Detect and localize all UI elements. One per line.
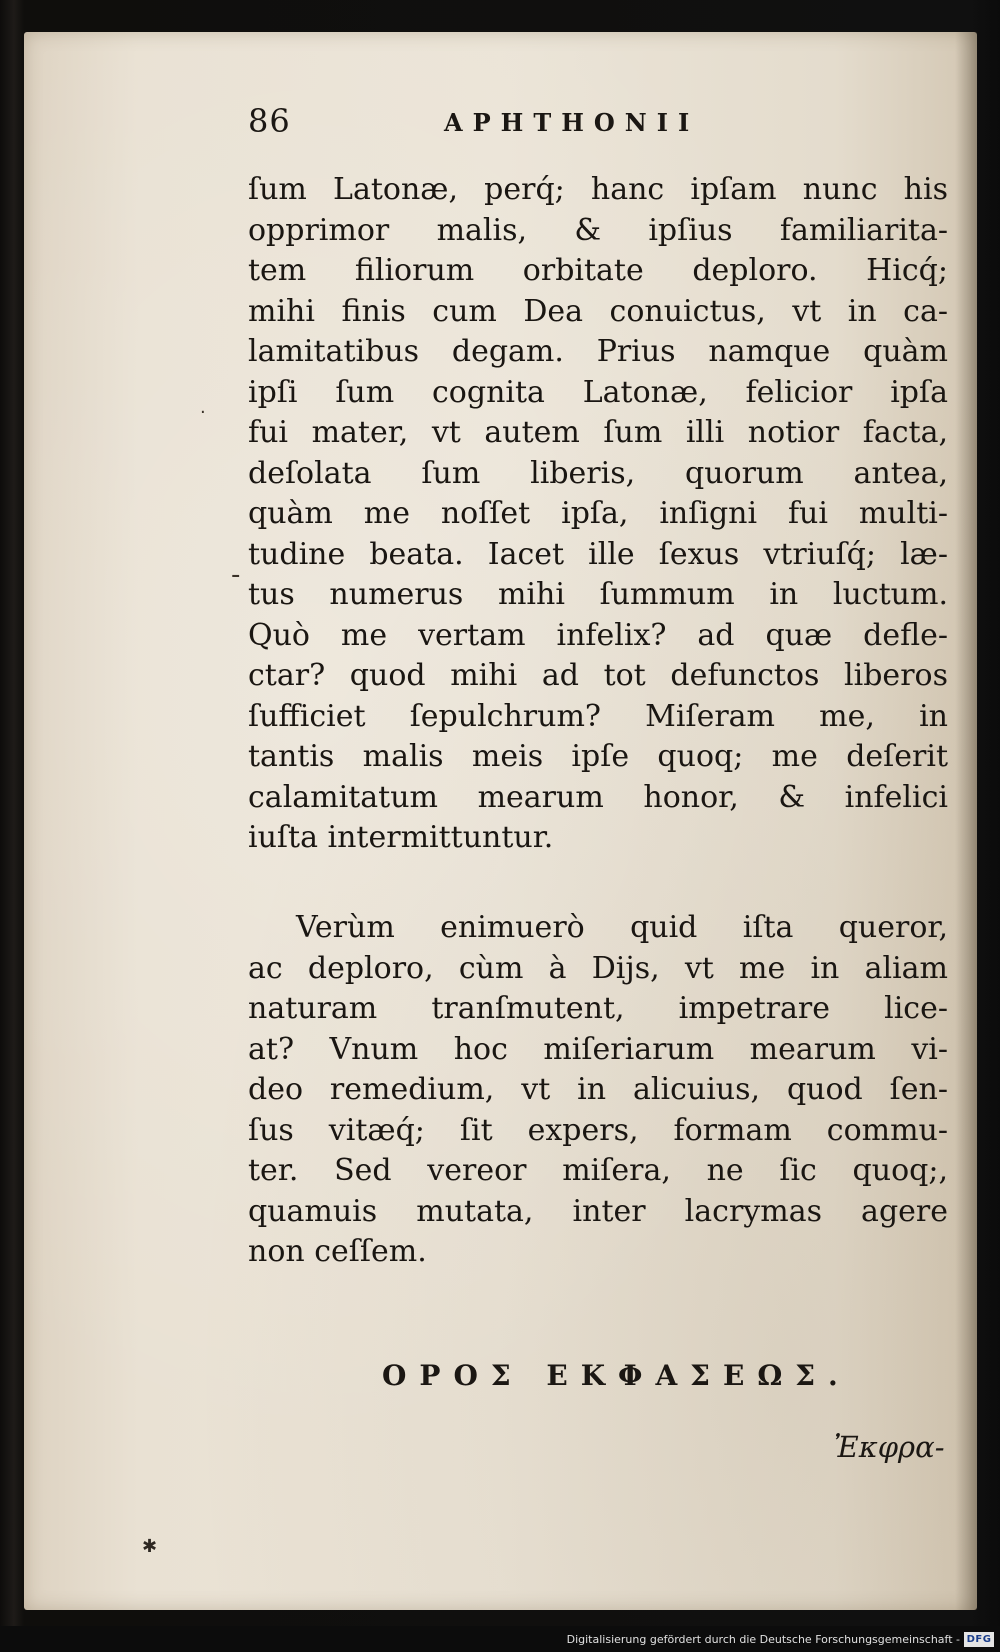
text-line: mihi finis cum Dea conuictus, vt in ca- [248,293,948,329]
printer-mark-icon: ✱ [142,1536,158,1557]
text-line: opprimor malis, & ipſius familiarita- [248,212,948,248]
text-line: ſum Latonæ, perq́; hanc ipſam nunc his [248,172,948,207]
digitization-footer [0,1626,1000,1652]
text-line: quàm me noſſet ipſa, inſigni fui multi- [248,496,948,531]
text-line: deſolata ſum liberis, quorum antea, [248,455,948,491]
text-line: Verùm enimuerò quid iſta queror, [296,910,948,945]
text-line: quamuis mutata, inter lacrymas agere [248,1193,948,1229]
text-line: ter. Sed vereor miſera, ne ſic quoq;, [248,1153,948,1188]
text-line: Quò me vertam infelix? ad quæ defle- [248,617,948,653]
text-line: ſufficiet ſepulchrum? Miſeram me, in [248,698,948,734]
paragraph-1 [248,170,948,859]
text-line: non ceſſem. [248,1234,427,1269]
text-line: lamitatibus degam. Prius namque quàm [248,334,948,369]
page-number: 86 [248,102,291,140]
text-line: calamitatum mearum honor, & infelici [248,779,948,815]
margin-dot-mark: · [200,402,206,423]
text-line: ac deploro, cùm à Dijs, vt me in aliam [248,950,948,986]
text-line: deo remedium, vt in alicuius, quod ſen- [248,1072,948,1107]
section-heading: ΟΡΟΣ ΕΚΦΑΣΕΩΣ. [382,1359,851,1392]
text-line: ſus vitæq́; ſit expers, formam commu- [248,1112,948,1148]
text-line: naturam tranſmutent, impetrare lice- [248,991,948,1026]
page-edge-shadow [955,32,977,1610]
text-line: tantis malis meis ipſe quoq; me deſerit [248,739,948,774]
catchword: Ἐκφρα- [834,1430,945,1464]
paragraph-2 [248,908,948,1273]
text-line: ctar? quod mihi ad tot defunctos liberos [248,658,948,693]
running-head [24,102,977,152]
text-line: tem filiorum orbitate deploro. Hicq́; [248,253,948,288]
text-line: at? Vnum hoc miſeriarum mearum vi- [248,1031,948,1067]
text-line: iuſta intermittuntur. [248,820,554,855]
book-page [24,32,977,1610]
text-line: fui mater, vt autem ſum illi notior facta, [248,415,948,450]
text-line: tus numerus mihi ſummum in luctum. [248,577,948,612]
text-line: tudine beata. Iacet ille ſexus vtriuſq́; læ- [248,536,948,572]
dfg-logo: DFG [964,1632,994,1647]
running-title: APHTHONII [444,108,700,137]
text-line: ipſi ſum cognita Latonæ, felicior ipſa [248,374,948,410]
footer-credit: Digitalisierung gefördert durch die Deutsche Forschungsgemeinschaft - [566,1633,960,1646]
margin-dash-mark: - [231,560,241,590]
